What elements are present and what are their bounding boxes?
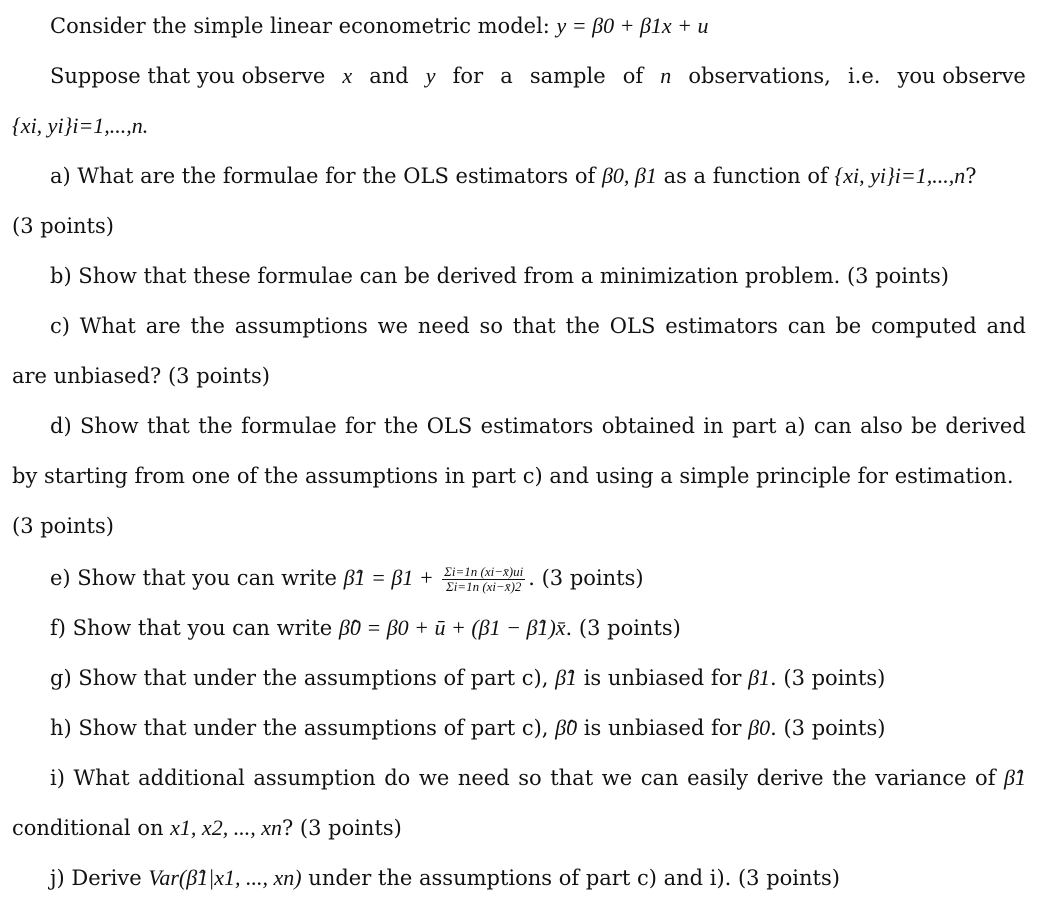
- question-f-text: f) Show that you can write: [50, 616, 339, 640]
- sample-set: {xi, yi}i=1,...,n.: [12, 113, 149, 138]
- observe-word: you observe: [897, 64, 1026, 88]
- beta1-hat-expr: β̂1 = β1 +: [343, 565, 440, 590]
- fraction-numerator: Σi=1n (xi−x̄)ui: [444, 564, 524, 579]
- observe-word: and: [369, 64, 409, 88]
- question-c-word: the: [190, 314, 225, 338]
- question-i-word: assumption: [253, 766, 376, 790]
- question-d-word: that: [146, 414, 190, 438]
- observe-word: of: [622, 64, 644, 88]
- sum-fraction: [442, 565, 525, 594]
- question-g-text: is unbiased for: [577, 666, 749, 690]
- question-e-text: . (3 points): [528, 566, 644, 590]
- question-c-word: are: [145, 314, 181, 338]
- var-x: x: [342, 63, 353, 88]
- question-h-text: is unbiased for: [577, 716, 749, 740]
- beta1-hat: β̂1: [555, 665, 578, 690]
- question-c-word: we: [377, 314, 409, 338]
- fraction-denominator: Σi=1n (xi−x̄)2: [445, 579, 522, 594]
- question-i-word: so: [518, 766, 542, 790]
- question-a-text: ?: [965, 164, 977, 188]
- question-b: [0, 256, 1058, 296]
- question-i-word: What: [73, 766, 130, 790]
- question-c-word: the: [565, 314, 600, 338]
- question-c-word: estimators: [665, 314, 778, 338]
- var-y: y: [425, 63, 436, 88]
- question-i-word: do: [384, 766, 411, 790]
- question-c-word: What: [79, 314, 136, 338]
- question-c-text: are unbiased? (3 points): [12, 364, 270, 388]
- question-j-text: j) Derive: [50, 866, 149, 890]
- observe-word: a: [500, 64, 513, 88]
- observe-word: observations,: [688, 64, 831, 88]
- question-j-text: under the assumptions of part c) and i). (3 points): [301, 866, 840, 890]
- question-d-text: by starting from one of the assumptions in part c) and using a simple principle for estimation.: [12, 464, 1014, 488]
- question-d-word: obtained: [601, 414, 695, 438]
- question-i-word: variance: [875, 766, 967, 790]
- points-label: (3 points): [12, 214, 114, 238]
- question-i-word: we: [418, 766, 450, 790]
- question-d-word: for: [345, 414, 376, 438]
- beta1: β1: [748, 665, 771, 690]
- question-a: [0, 156, 1058, 196]
- question-i-word: derive: [756, 766, 824, 790]
- question-i-cont: [0, 808, 1058, 848]
- var-n: n: [660, 63, 672, 88]
- question-c-word: and: [986, 314, 1026, 338]
- question-d-word: part: [731, 414, 777, 438]
- beta-pair: β0, β1: [601, 163, 657, 188]
- observe-word: for: [452, 64, 484, 88]
- question-f-text: . (3 points): [565, 616, 681, 640]
- question-b-text: b) Show that these formulae can be derived from a minimization problem. (3 points): [50, 264, 949, 288]
- beta0-hat-expr: β̂0 = β0 + ū + (β1 − β̂1)x̄: [338, 615, 566, 640]
- question-d-word: in: [703, 414, 724, 438]
- variance-expr: Var(β̂1|x1, ..., xn): [148, 865, 302, 890]
- intro-text: Consider the simple linear econometric model:: [50, 14, 557, 38]
- x-sequence: x1, x2, ..., xn: [170, 815, 282, 840]
- question-d-points: [0, 506, 1058, 546]
- beta0: β0: [748, 715, 771, 740]
- question-d: [0, 406, 1058, 446]
- question-i-word: of: [975, 766, 996, 790]
- question-i-text: conditional on: [12, 816, 171, 840]
- question-h-text: h) Show that under the assumptions of part c),: [50, 716, 556, 740]
- observe-word: Suppose that you observe: [50, 64, 326, 88]
- question-c-word: need: [417, 314, 470, 338]
- question-c-word: that: [512, 314, 556, 338]
- question-i-word: that: [550, 766, 594, 790]
- beta1-hat: β̂1: [1004, 765, 1026, 790]
- question-h-text: . (3 points): [770, 716, 886, 740]
- question-h: [0, 708, 1058, 748]
- question-d-word: can: [813, 414, 852, 438]
- observe-word: i.e.: [847, 64, 881, 88]
- question-d-word: a): [784, 414, 806, 438]
- question-f: [0, 608, 1058, 648]
- observe-line: [0, 56, 1058, 96]
- question-g-text: . (3 points): [770, 666, 886, 690]
- question-d-word: d): [50, 414, 72, 438]
- observe-cont-line: [0, 106, 1058, 146]
- question-c-word: c): [50, 314, 70, 338]
- question-c-cont: [0, 356, 1058, 396]
- question-a-text: a) What are the formulae for the OLS estimators of: [50, 164, 602, 188]
- question-c-word: so: [479, 314, 503, 338]
- question-e: [0, 558, 1058, 598]
- question-e-text: e) Show that you can write: [50, 566, 344, 590]
- model-equation: y = β0 + β1x + u: [556, 13, 709, 38]
- question-c-word: computed: [871, 314, 977, 338]
- beta0-hat: β̂0: [555, 715, 578, 740]
- question-d-word: the: [198, 414, 233, 438]
- question-c-word: be: [835, 314, 862, 338]
- question-d-word: also: [860, 414, 903, 438]
- intro-line: [0, 6, 1058, 46]
- observe-word: sample: [529, 64, 606, 88]
- question-c-word: can: [787, 314, 826, 338]
- question-a-text: as a function of: [656, 164, 835, 188]
- question-d-word: Show: [80, 414, 139, 438]
- question-d-word: be: [911, 414, 938, 438]
- question-d-word: OLS: [426, 414, 473, 438]
- question-i-word: we: [601, 766, 633, 790]
- question-d-word: derived: [945, 414, 1026, 438]
- question-c-word: OLS: [609, 314, 656, 338]
- sample-set: {xi, yi}i=1,...,n: [834, 163, 966, 188]
- question-i-word: additional: [138, 766, 245, 790]
- question-a-points: [0, 206, 1058, 246]
- question-c-word: assumptions: [234, 314, 368, 338]
- question-d-word: estimators: [480, 414, 594, 438]
- question-c: [0, 306, 1058, 346]
- question-i-word: can: [640, 766, 679, 790]
- question-i-word: easily: [687, 766, 749, 790]
- question-d-word: the: [383, 414, 419, 438]
- question-i-word: i): [50, 766, 65, 790]
- question-i-word: need: [457, 766, 510, 790]
- question-i-word: the: [832, 766, 867, 790]
- question-i: [0, 758, 1058, 798]
- question-d-word: formulae: [241, 414, 337, 438]
- question-i-text: ? (3 points): [281, 816, 402, 840]
- question-j: [0, 858, 1058, 898]
- points-label: (3 points): [12, 514, 114, 538]
- question-g-text: g) Show that under the assumptions of part c),: [50, 666, 556, 690]
- question-d-cont: [0, 456, 1058, 496]
- question-g: [0, 658, 1058, 698]
